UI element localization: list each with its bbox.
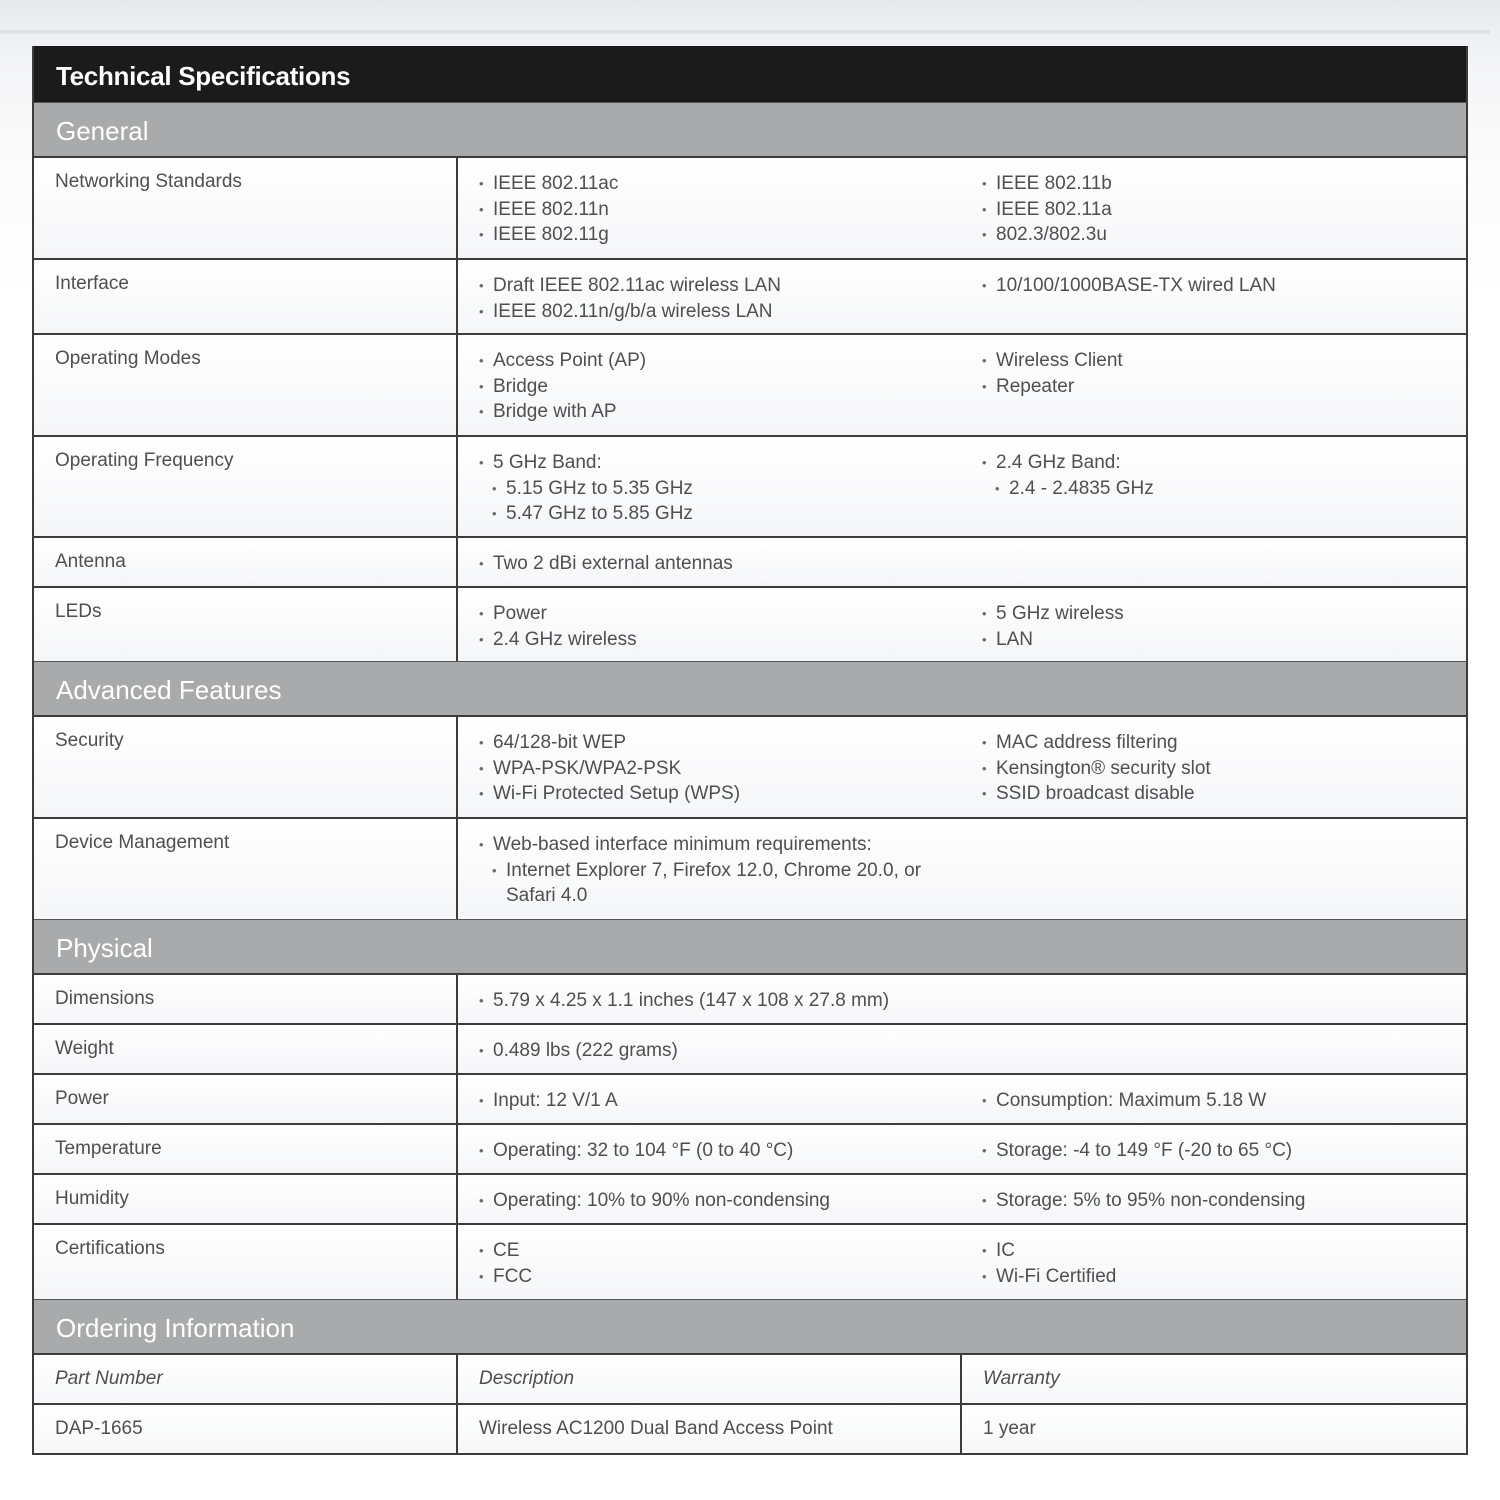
spec-item: • IEEE 802.11n/g/b/a wireless LAN: [479, 299, 961, 325]
ordering-description: Wireless AC1200 Dual Band Access Point: [458, 1405, 962, 1453]
page-title: Technical Specifications: [34, 46, 1466, 102]
spec-row-operating-frequency: [34, 435, 1466, 536]
ordering-part-number: DAP-1665: [34, 1405, 458, 1453]
spec-item: • Power: [479, 601, 961, 627]
spec-item: • IEEE 802.11a: [982, 197, 1464, 223]
spec-item: • 802.3/802.3u: [982, 222, 1464, 248]
spec-subitem: • 2.4 - 2.4835 GHz: [995, 476, 1464, 502]
section-general: General: [34, 102, 1466, 156]
spec-item: • Operating: 10% to 90% non-condensing: [479, 1188, 961, 1214]
spec-item: • IEEE 802.11g: [479, 222, 961, 248]
spec-row-interface: [34, 258, 1466, 333]
ordering-header-description: Description: [458, 1355, 962, 1403]
spec-item: • Bridge with AP: [479, 399, 961, 425]
spec-item: • Kensington® security slot: [982, 756, 1464, 782]
spec-item: • 2.4 GHz Band:: [982, 450, 1464, 476]
spec-item: • Wi-Fi Certified: [982, 1264, 1464, 1290]
spec-item: • Storage: 5% to 95% non-condensing: [982, 1188, 1464, 1214]
section-ordering-information: Ordering Information: [34, 1299, 1466, 1353]
ordering-data-row: [34, 1403, 1466, 1453]
spec-row-networking-standards: [34, 156, 1466, 258]
spec-item: • SSID broadcast disable: [982, 781, 1464, 807]
spec-item: • Consumption: Maximum 5.18 W: [982, 1088, 1464, 1114]
spec-row-certifications: [34, 1223, 1466, 1299]
spec-item: • Wireless Client: [982, 348, 1464, 374]
spec-row-device-management: [34, 817, 1466, 919]
spec-label: Antenna: [34, 538, 458, 586]
ordering-header-warranty: Warranty: [983, 1368, 1060, 1389]
spec-item: • Two 2 dBi external antennas: [479, 551, 961, 577]
spec-label: Dimensions: [34, 975, 458, 1023]
spec-item: • Input: 12 V/1 A: [479, 1088, 961, 1114]
spec-table: [32, 46, 1468, 1455]
spec-row-operating-modes: [34, 333, 1466, 435]
spec-item: • 64/128-bit WEP: [479, 730, 961, 756]
ordering-warranty: 1 year: [983, 1418, 1036, 1439]
spec-label: Operating Modes: [34, 335, 458, 435]
section-physical: Physical: [34, 919, 1466, 973]
spec-label: Humidity: [34, 1175, 458, 1223]
spec-label: Certifications: [34, 1225, 458, 1299]
spec-row-dimensions: [34, 973, 1466, 1023]
spec-subitem: • Internet Explorer 7, Firefox 12.0, Chrome 20.0, or: [492, 858, 1158, 884]
spec-item: • FCC: [479, 1264, 961, 1290]
spec-item: • LAN: [982, 627, 1464, 653]
section-advanced-features: Advanced Features: [34, 661, 1466, 715]
spec-row-leds: [34, 586, 1466, 661]
spec-item: • CE: [479, 1238, 961, 1264]
spec-row-temperature: [34, 1123, 1466, 1173]
top-rule: [0, 30, 1490, 34]
spec-label: Operating Frequency: [34, 437, 458, 536]
spec-item: • IEEE 802.11n: [479, 197, 961, 223]
spec-item: • Repeater: [982, 374, 1464, 400]
spec-item: • Wi-Fi Protected Setup (WPS): [479, 781, 961, 807]
spec-item: • 5.79 x 4.25 x 1.1 inches (147 x 108 x 27.8 mm): [479, 988, 1158, 1014]
spec-row-humidity: [34, 1173, 1466, 1223]
spec-item: • Access Point (AP): [479, 348, 961, 374]
spec-subitem: • 5.15 GHz to 5.35 GHz: [492, 476, 961, 502]
ordering-header-row: [34, 1353, 1466, 1403]
spec-row-weight: [34, 1023, 1466, 1073]
spec-label: Interface: [34, 260, 458, 333]
spec-item: • 5 GHz Band:: [479, 450, 961, 476]
spec-item: • 0.489 lbs (222 grams): [479, 1038, 961, 1064]
spec-subitem-continued: Safari 4.0: [506, 885, 588, 906]
spec-item: • 10/100/1000BASE-TX wired LAN: [982, 273, 1464, 299]
spec-item: • Web-based interface minimum requirements:: [479, 832, 1158, 858]
spec-item: • Bridge: [479, 374, 961, 400]
spec-item: • IEEE 802.11ac: [479, 171, 961, 197]
spec-label: Security: [34, 717, 458, 817]
spec-label: LEDs: [34, 588, 458, 661]
spec-subitem: • 5.47 GHz to 5.85 GHz: [492, 501, 961, 527]
spec-item: • IEEE 802.11b: [982, 171, 1464, 197]
spec-item: • Storage: -4 to 149 °F (-20 to 65 °C): [982, 1138, 1464, 1164]
spec-item: • WPA-PSK/WPA2-PSK: [479, 756, 961, 782]
spec-label: Power: [34, 1075, 458, 1123]
spec-item: • 2.4 GHz wireless: [479, 627, 961, 653]
spec-label: Device Management: [34, 819, 458, 919]
spec-label: Networking Standards: [34, 158, 458, 258]
spec-label: Temperature: [34, 1125, 458, 1173]
ordering-header-part-number: Part Number: [34, 1355, 458, 1403]
spec-item: • Draft IEEE 802.11ac wireless LAN: [479, 273, 961, 299]
spec-row-antenna: [34, 536, 1466, 586]
spec-row-security: [34, 715, 1466, 817]
spec-item: • IC: [982, 1238, 1464, 1264]
spec-row-power: [34, 1073, 1466, 1123]
spec-item: • 5 GHz wireless: [982, 601, 1464, 627]
spec-label: Weight: [34, 1025, 458, 1073]
spec-item: • MAC address filtering: [982, 730, 1464, 756]
spec-item: • Operating: 32 to 104 °F (0 to 40 °C): [479, 1138, 961, 1164]
